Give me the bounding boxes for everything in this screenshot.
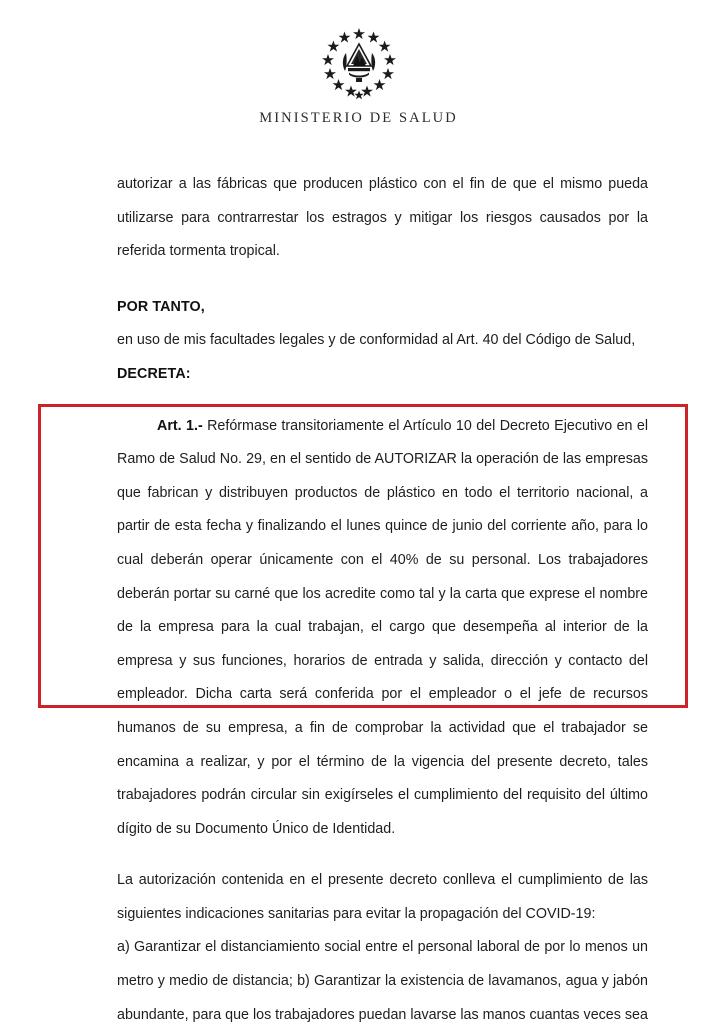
paragraph-intro: autorizar a las fábricas que producen plástico con el fin de que el mismo pueda utilizarse para contrarrestar los estragos y mitigar los riesgos causados por la referida tormenta tropical.: [117, 176, 648, 260]
spacer: [117, 392, 648, 410]
spacer: [117, 846, 648, 864]
letterhead: [0, 0, 717, 127]
paragraph-closing-two: a) Garantizar el distanciamiento social entre el personal laboral de por lo menos un metro y medio de distancia; b) Garantizar la existencia de lavamanos, agua y jabón abundante, para que los trabajadores puedan lavarse las manos cuantas veces sea: [117, 939, 648, 1023]
spacer: [117, 269, 648, 291]
heading-decreta: DECRETA:: [117, 365, 191, 382]
article-label: Art. 1.-: [157, 417, 203, 434]
paragraph-closing-one: La autorización contenida en el presente decreto conlleva el cumplimiento de las siguientes indicaciones sanitarias para evitar la propagación del COVID-19:: [117, 872, 648, 922]
article-text: Refórmase transitoriamente el Artículo 10 del Decreto Ejecutivo en el Ramo de Salud No. 29, en el sentido de AUTORIZAR la operación de las empresas que fabrican y distribuyen productos de plástico en todo el territorio nacional, a partir de esta fecha y finalizando el lunes quince de junio del corriente año, para lo cual deberán operar únicamente con el 40% de su personal. Los trabajadores deberán portar su carné que los acredite como tal y la carta que exprese el nombre de la empresa para la cual trabajan, el cargo que desempeña al interior de la empresa y sus funciones, horarios de entrada y salida, dirección y contacto del empleador. Dicha carta será conferida por el empleador o el jefe de recursos humanos de su empresa, a fin de comprobar la actividad que el trabajador se encamina a realizar, y por el término de la vigencia del presente decreto, tales trabajadores podrán circular sin exigírseles el cumplimiento del requisito del último dígito de su Documento Único de Identidad.: [117, 417, 648, 837]
article-1-block: [117, 410, 648, 847]
el-salvador-coat-of-arms-icon: [322, 26, 396, 100]
heading-por-tanto: POR TANTO,: [117, 298, 205, 315]
ministry-name: MINISTERIO DE SALUD: [259, 110, 458, 126]
paragraph-article-1: [117, 410, 648, 847]
document-body: [117, 168, 648, 1032]
paragraph-por-tanto-body: en uso de mis facultades legales y de conformidad al Art. 40 del Código de Salud,: [117, 332, 636, 349]
